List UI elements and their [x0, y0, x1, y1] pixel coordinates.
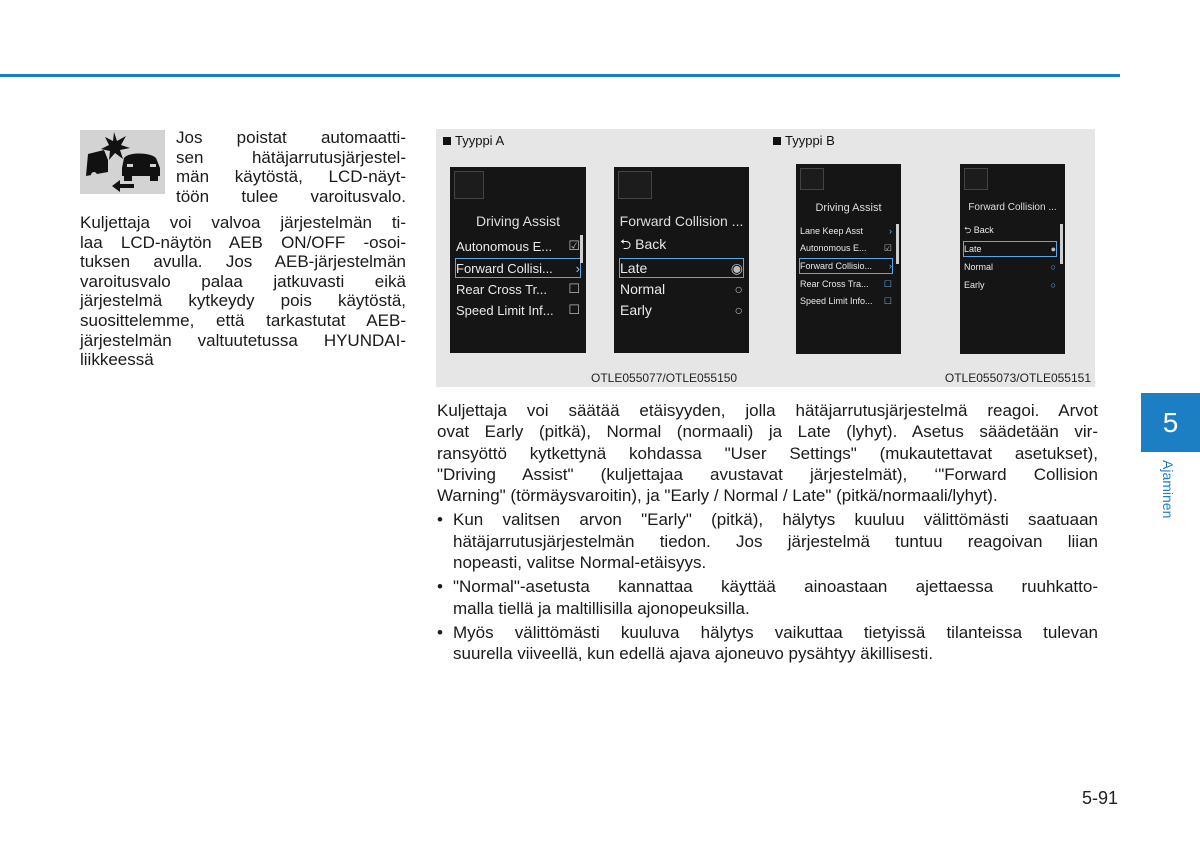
menu-item: Speed Limit Inf... ☐ — [456, 302, 580, 318]
type-b-forward-collision-screen — [960, 164, 1065, 354]
option-late-selected: Late ◉ — [620, 259, 743, 276]
lcd-settings-figure — [436, 129, 1095, 387]
radio-icon: ○ — [1050, 262, 1056, 272]
type-a-label: Tyyppi A — [443, 133, 504, 148]
back-item: ⮌ Back — [620, 236, 667, 252]
chevron-right-icon: › — [575, 260, 580, 276]
text-line: varoitusvalo palaa jatkuvasti eikä — [80, 271, 406, 291]
text-line: suosittelemme, että tarkastutat AEB- — [80, 310, 406, 330]
checkbox-icon: ☐ — [568, 281, 580, 296]
menu-item: Autonomous E... ☑ — [800, 242, 892, 253]
screen-title: Forward Collision ... — [619, 213, 744, 229]
chapter-number-tab: 5 — [1141, 393, 1200, 452]
intro-paragraph — [437, 400, 1098, 506]
screen-title: Driving Assist — [475, 213, 561, 229]
checkbox-icon: ☑ — [568, 238, 580, 253]
text-line: män käytöstä, LCD-näyt- — [176, 167, 406, 187]
aeb-intro-text — [176, 128, 406, 206]
text-line: suurella viiveellä, kun edellä ajava ajoneuvo pysähtyy äkillisesti. — [453, 644, 934, 664]
menu-item: Rear Cross Tr... ☐ — [456, 281, 580, 297]
type-b-driving-assist-screen — [796, 164, 901, 354]
text-line: ransyöttö kytkettynä kohdassa "User Settings" (mukautettavat asetukset), — [437, 443, 1098, 463]
menu-item: Lane Keep Asst › — [800, 226, 892, 236]
bullet-item — [437, 622, 1098, 665]
radio-icon: ○ — [734, 281, 743, 297]
screen-title: Driving Assist — [815, 202, 882, 214]
text-line: Kuljettaja voi valvoa järjestelmän ti- — [80, 213, 406, 232]
back-item: ⮌ Back — [964, 225, 994, 235]
scrollbar — [896, 224, 899, 264]
text-line: järjestelmän valtuutetussa HYUNDAI- — [80, 330, 406, 350]
menu-item-selected: Forward Collisi... › — [456, 260, 580, 276]
screen-corner — [618, 171, 652, 199]
screen-title: Forward Collision ... — [968, 202, 1057, 213]
header-rule — [0, 74, 1120, 77]
bullet-dot: • — [437, 577, 443, 597]
bullet-item — [437, 509, 1098, 573]
text-line: Myös välittömästi kuuluva hälytys vaikuttaa tietyissä tilanteissa tulevan — [453, 622, 1098, 642]
figure-code-b: OTLE055073/OTLE055151 — [944, 371, 1091, 385]
bullet-dot: • — [437, 510, 443, 530]
option-normal: Normal ○ — [964, 262, 1056, 272]
text-line: Kuljettaja voi säätää etäisyyden, jolla hätäjarrutusjärjestelmä reagoi. Arvot — [437, 401, 1098, 420]
checkbox-icon: ☐ — [568, 302, 580, 317]
option-early: Early ○ — [964, 280, 1056, 290]
bullet-dot: • — [437, 622, 443, 642]
text-line: "Driving Assist" (kuljettajaa avustavat järjestelmät), ‘"Forward Collision — [437, 464, 1098, 484]
scrollbar — [1060, 224, 1063, 264]
option-late-selected: Late ● — [964, 244, 1056, 254]
text-line: laa LCD-näytön AEB ON/OFF -osoi- — [80, 232, 406, 252]
text-line: sen hätäjarrutusjärjestel- — [176, 147, 406, 167]
radio-icon: ○ — [734, 302, 743, 318]
text-line: töön tulee varoitusvalo. — [176, 186, 406, 206]
radio-icon: ○ — [1050, 280, 1056, 290]
menu-item: Rear Cross Tra... ☐ — [800, 278, 892, 289]
text-line: hätäjarrutusjärjestelmän tiedon. Jos järjestelmä tuntuu reagoivan liian — [453, 531, 1098, 551]
menu-item-selected: Forward Collisio... › — [800, 261, 892, 271]
scrollbar — [580, 235, 583, 263]
text-line: tuksen avulla. Jos AEB-järjestelmän — [80, 252, 406, 272]
option-early: Early ○ — [620, 302, 743, 318]
text-line: järjestelmä kytkeydy pois käytöstä, — [80, 291, 406, 311]
aeb-warning-icon — [80, 130, 165, 194]
chapter-label: Ajaminen — [1160, 460, 1176, 519]
text-line: liikkeessä — [80, 350, 154, 370]
main-text — [437, 400, 1098, 665]
figure-code-a: OTLE055077/OTLE055150 — [591, 371, 738, 385]
screen-corner — [800, 168, 824, 190]
type-a-forward-collision-screen — [614, 167, 749, 353]
text-line: Jos poistat automaatti- — [176, 128, 406, 147]
checkbox-icon: ☐ — [883, 278, 892, 289]
bullet-item — [437, 576, 1098, 619]
menu-item: Autonomous E... ☑ — [456, 238, 580, 254]
text-line: malla tiellä ja maltillisilla ajonopeuksilla. — [453, 598, 750, 618]
text-line: ovat Early (pitkä), Normal (normaali) ja Late (lyhyt). Asetus säädetään vir- — [437, 422, 1098, 442]
type-b-label: Tyyppi B — [773, 133, 835, 148]
text-line: Kun valitsen arvon "Early" (pitkä), hälytys kuuluu välittömästi saatuaan — [453, 510, 1098, 530]
text-line: Warning" (törmäysvaroitin), ja "Early / Normal / Late" (pitkä/normaali/lyhyt). — [437, 486, 998, 506]
type-a-driving-assist-screen — [450, 167, 586, 353]
radio-selected-icon: ◉ — [730, 259, 743, 276]
radio-selected-icon: ● — [1050, 244, 1056, 254]
chevron-right-icon: › — [889, 226, 892, 236]
option-normal: Normal ○ — [620, 281, 743, 297]
text-line: "Normal"-asetusta kannattaa käyttää ainoastaan ajettaessa ruuhkatto- — [453, 577, 1098, 597]
text-line: nopeasti, valitse Normal-etäisyys. — [453, 553, 707, 573]
checkbox-icon: ☐ — [883, 295, 892, 306]
chevron-right-icon: › — [889, 261, 892, 271]
menu-item: Speed Limit Info... ☐ — [800, 295, 892, 306]
aeb-status-text — [80, 213, 406, 370]
page-number: 5-91 — [1082, 788, 1119, 808]
screen-corner — [454, 171, 484, 199]
checkbox-icon: ☑ — [883, 242, 892, 253]
screen-corner — [964, 168, 988, 190]
